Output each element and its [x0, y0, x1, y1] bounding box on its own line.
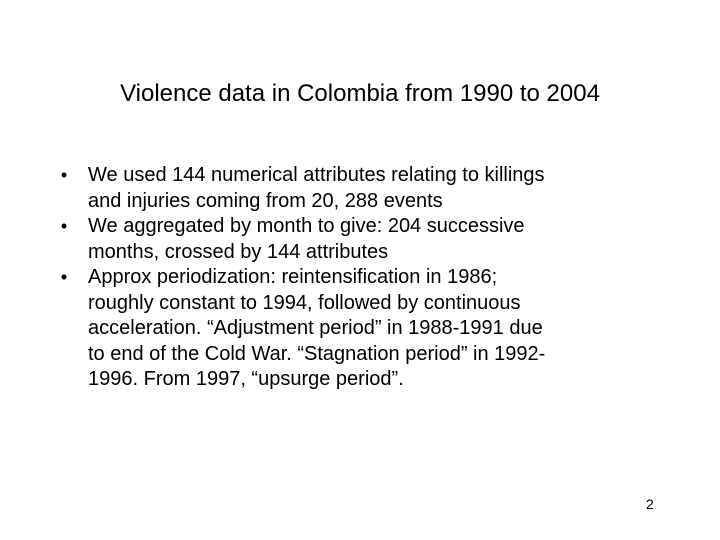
bullet-item-3 [54, 265, 674, 393]
bullet-icon: • [60, 165, 68, 185]
bullet-icon: • [60, 216, 68, 236]
bullet-3-line-1: Approx periodization: reintensification in 1986; [88, 266, 498, 288]
bullet-item-1 [54, 163, 674, 214]
bullet-1-line-1: We used 144 numerical attributes relating to killings [88, 164, 545, 186]
slide-title: Violence data in Colombia from 1990 to 2004 [120, 80, 600, 107]
bullet-3-line-5: 1996. From 1997, “upsurge period”. [88, 368, 404, 390]
bullet-2-line-2: months, crossed by 144 attributes [88, 240, 389, 263]
bullet-1-line-2: and injuries coming from 20, 288 events [88, 189, 443, 212]
bullet-3-line-4: to end of the Cold War. “Stagnation period” in 1992- [88, 342, 546, 365]
bullet-3-line-3: acceleration. “Adjustment period” in 1988-1991 due [88, 317, 543, 339]
bullet-icon: • [60, 267, 68, 287]
bullet-list [54, 163, 674, 393]
bullet-3-line-2: roughly constant to 1994, followed by continuous [88, 291, 521, 314]
page-number: 2 [646, 496, 654, 512]
bullet-item-2 [54, 214, 674, 265]
bullet-2-line-1: We aggregated by month to give: 204 successive [88, 215, 525, 237]
